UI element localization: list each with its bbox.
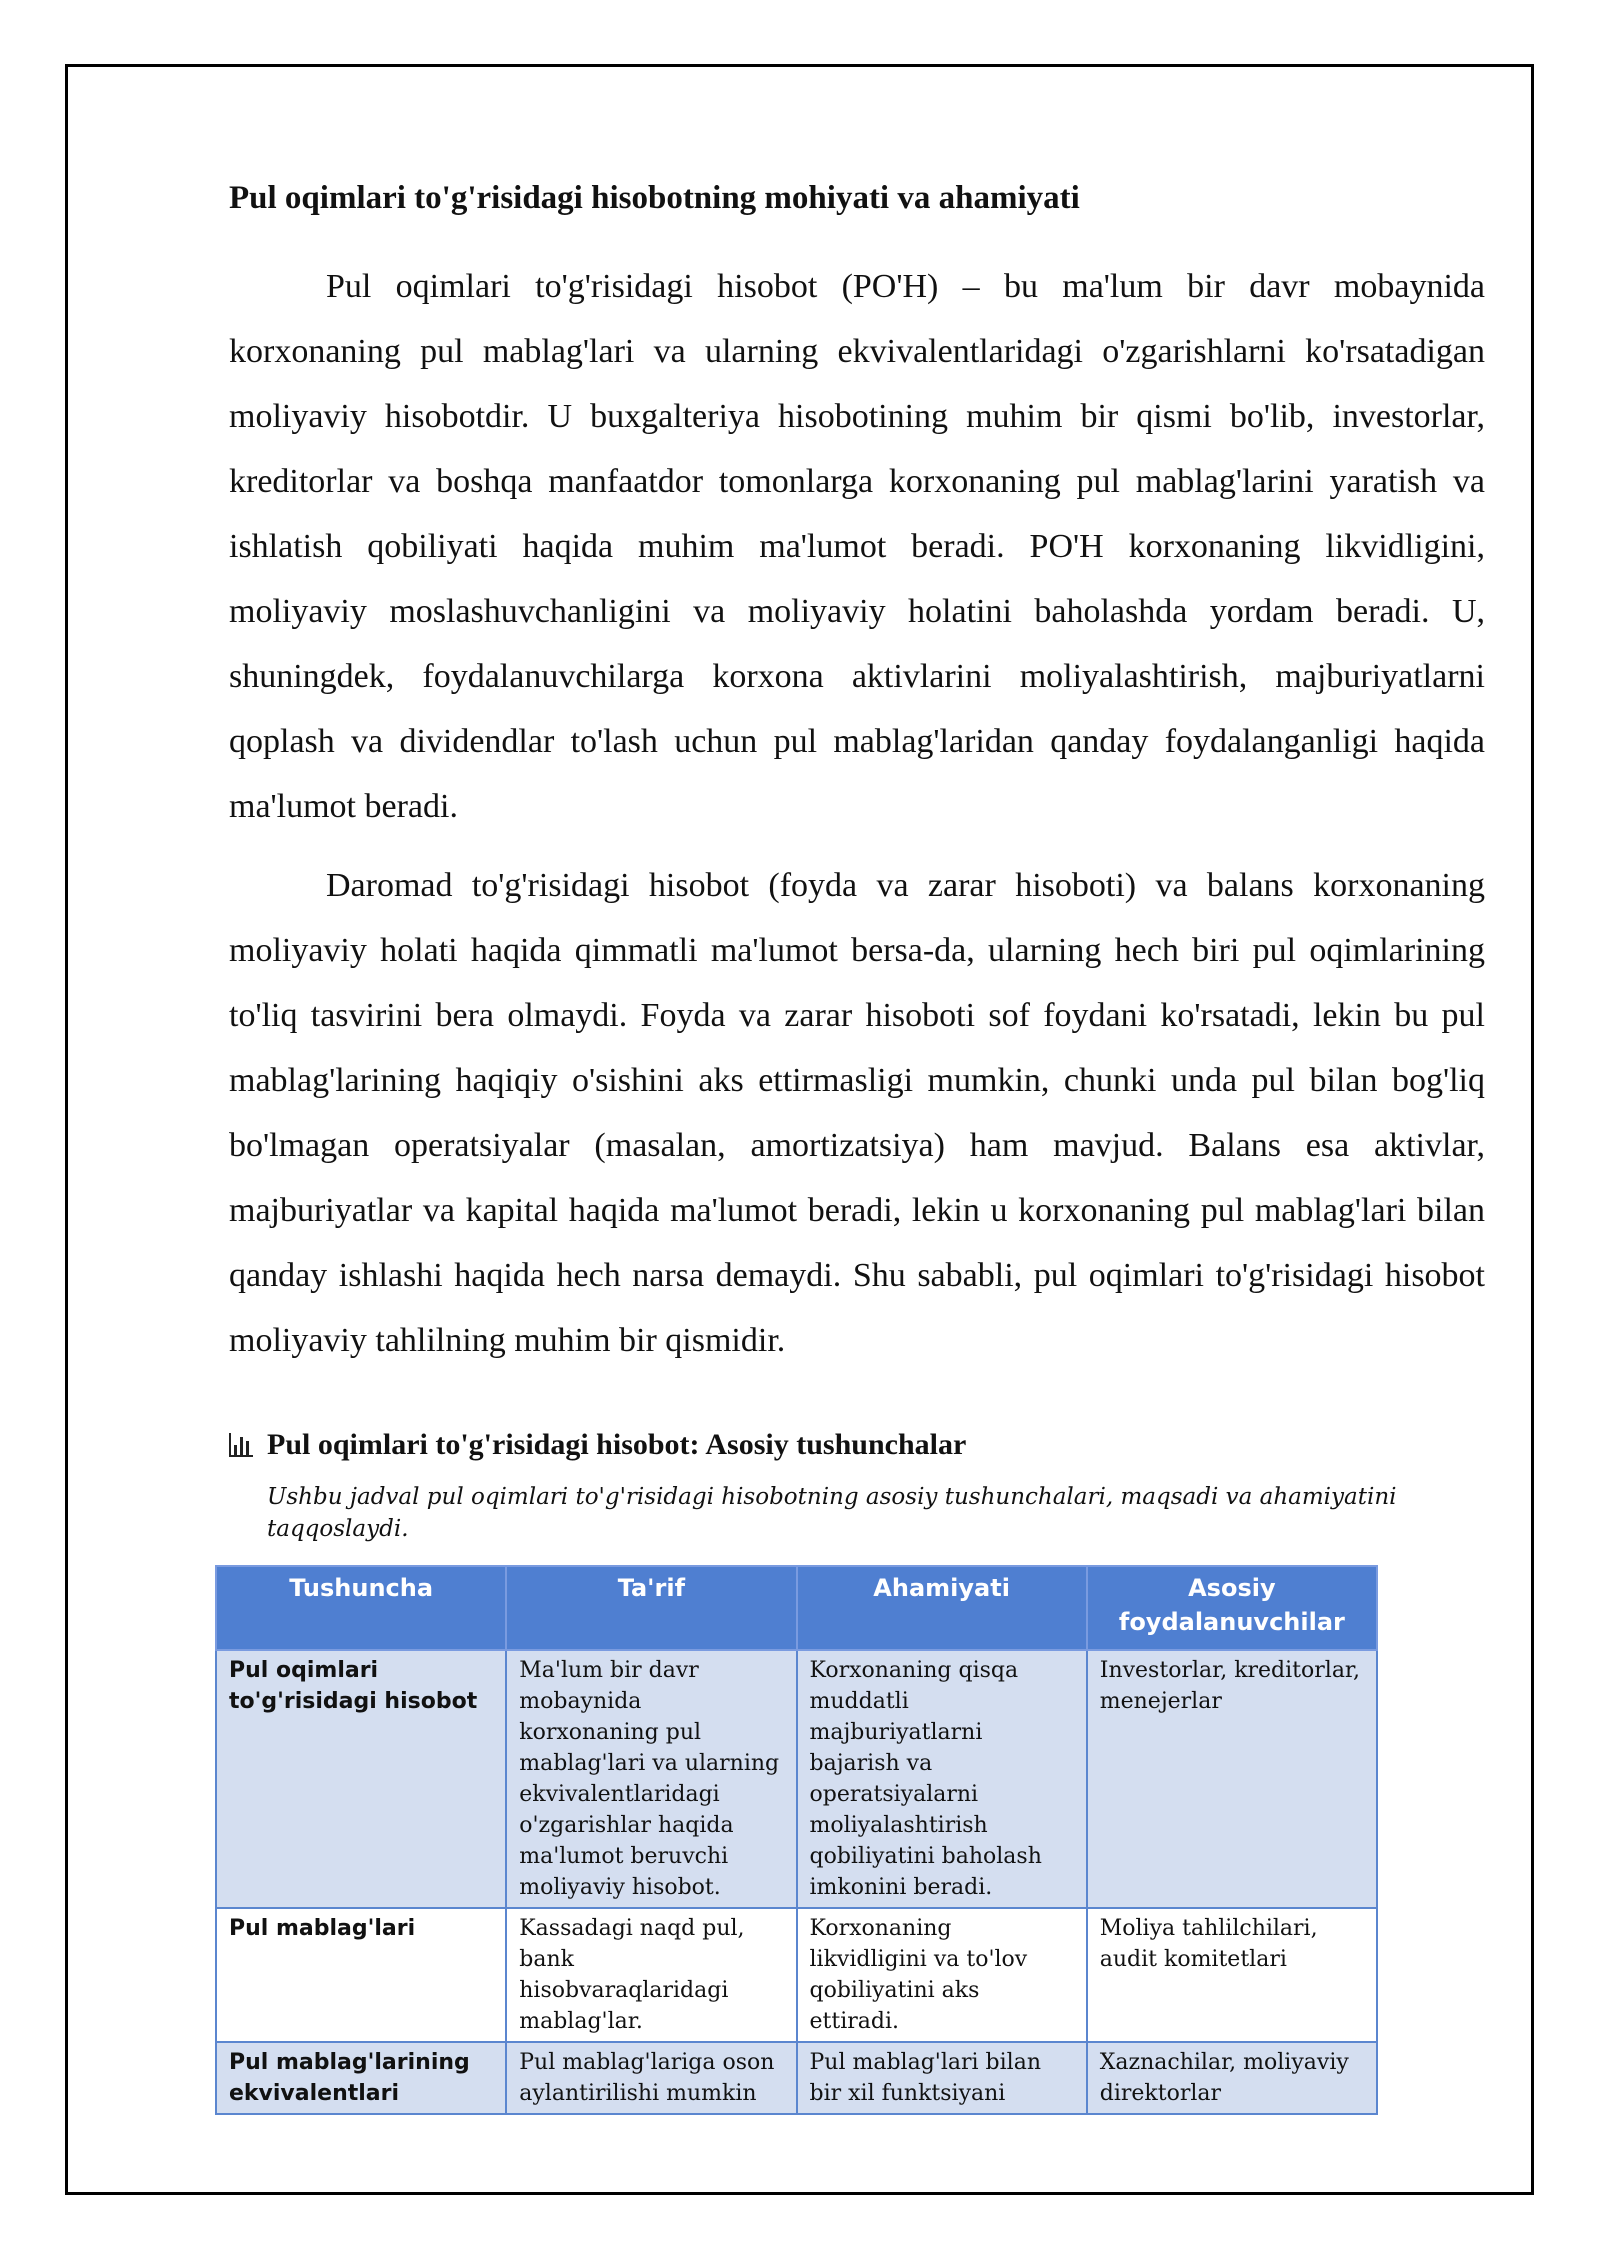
column-header: Ta'rif: [506, 1566, 796, 1650]
table-cell: Moliya tahlilchilari, audit komitetlari: [1087, 1908, 1377, 2042]
table-cell: Korxonaning likvidligini va to'lov qobiliyatini aks ettiradi.: [797, 1908, 1087, 2042]
paragraph-1: Pul oqimlari to'g'risidagi hisobot (PO'H) – bu ma'lum bir davr mobaynida korxonaning pul mablag'lari va ularning ekvivalentlaridagi o'zgarishlarni ko'rsatadigan moliyaviy hisobotdir. U buxgalteriya hisobotining muhim bir qismi bo'lib, investorlar, kreditorlar va boshqa manfaatdor tomonlarga korxonaning pul mablag'larini yaratish va ishlatish qobiliyati haqida muhim ma'lumot beradi. PO'H korxonaning likvidligini, moliyaviy moslashuvchanligini va moliyaviy holatini baholashda yordam beradi. U, shuningdek, foydalanuvchilarga korxona aktivlarini moliyalashtirish, majburiyatlarni qoplash va dividendlar to'lash uchun pul mablag'laridan qanday foydalanganligi haqida ma'lumot beradi.: [229, 268, 1485, 825]
table-heading-text: Pul oqimlari to'g'risidagi hisobot: Asosiy tushunchalar: [267, 1428, 967, 1461]
table-caption: Ushbu jadval pul oqimlari to'g'risidagi hisobotning asosiy tushunchalari, maqsadi va ahamiyatini taqqoslaydi.: [267, 1484, 1397, 1542]
column-header: Asosiy foydalanuvchilar: [1087, 1566, 1377, 1650]
paragraph-2: Daromad to'g'risidagi hisobot (foyda va zarar hisoboti) va balans korxonaning moliyaviy holati haqida qimmatli ma'lumot bersa-da, ularning hech biri pul oqimlarining to'liq tasvirini bera olmaydi. Foyda va zarar hisoboti sof foydani ko'rsatadi, lekin bu pul mablag'larining haqiqiy o'sishini aks ettirmasligi mumkin, chunki unda pul bilan bog'liq bo'lmagan operatsiyalar (masalan, amortizatsiya) ham mavjud. Balans esa aktivlar, majburiyatlar va kapital haqida ma'lumot beradi, lekin u korxonaning pul mablag'lari bilan qanday ishlashi haqida hech narsa demaydi. Shu sababli, pul oqimlari to'g'risidagi hisobot moliyaviy tahlilning muhim bir qismidir.: [229, 867, 1485, 1359]
table-cell: Korxonaning qisqa muddatli majburiyatlarni bajarish va operatsiyalarni moliyalashtirish qobiliyatini baholash imkonini beradi.: [797, 1650, 1087, 1908]
table-cell: Pul mablag'lari: [216, 1908, 506, 2042]
concepts-table: [215, 1565, 1378, 2115]
table-header-row: [216, 1566, 1377, 1650]
column-header: Ahamiyati: [797, 1566, 1087, 1650]
table-cell: Pul mablag'larining ekvivalentlari: [216, 2042, 506, 2114]
page-content: [229, 168, 1485, 2115]
table-cell: Investorlar, kreditorlar, menejerlar: [1087, 1650, 1377, 1908]
table-cell: Xaznachilar, moliyaviy direktorlar: [1087, 2042, 1377, 2114]
table-row: [216, 1650, 1377, 1908]
table-heading: [229, 1425, 1485, 1465]
table-cell: Pul mablag'lariga oson aylantirilishi mumkin: [506, 2042, 796, 2114]
table-row: [216, 1908, 1377, 2042]
table-cell: Kassadagi naqd pul, bank hisobvaraqlaridagi mablag'lar.: [506, 1908, 796, 2042]
table-cell: Pul oqimlari to'g'risidagi hisobot: [216, 1650, 506, 1908]
column-header: Tushuncha: [216, 1566, 506, 1650]
bar-chart-icon: [229, 1433, 253, 1457]
document-title: Pul oqimlari to'g'risidagi hisobotning mohiyati va ahamiyati: [229, 180, 1080, 216]
table-cell: Pul mablag'lari bilan bir xil funktsiyani: [797, 2042, 1087, 2114]
table-row: [216, 2042, 1377, 2114]
table-cell: Ma'lum bir davr mobaynida korxonaning pul mablag'lari va ularning ekvivalentlaridagi o'zgarishlar haqida ma'lumot beruvchi moliyaviy hisobot.: [506, 1650, 796, 1908]
